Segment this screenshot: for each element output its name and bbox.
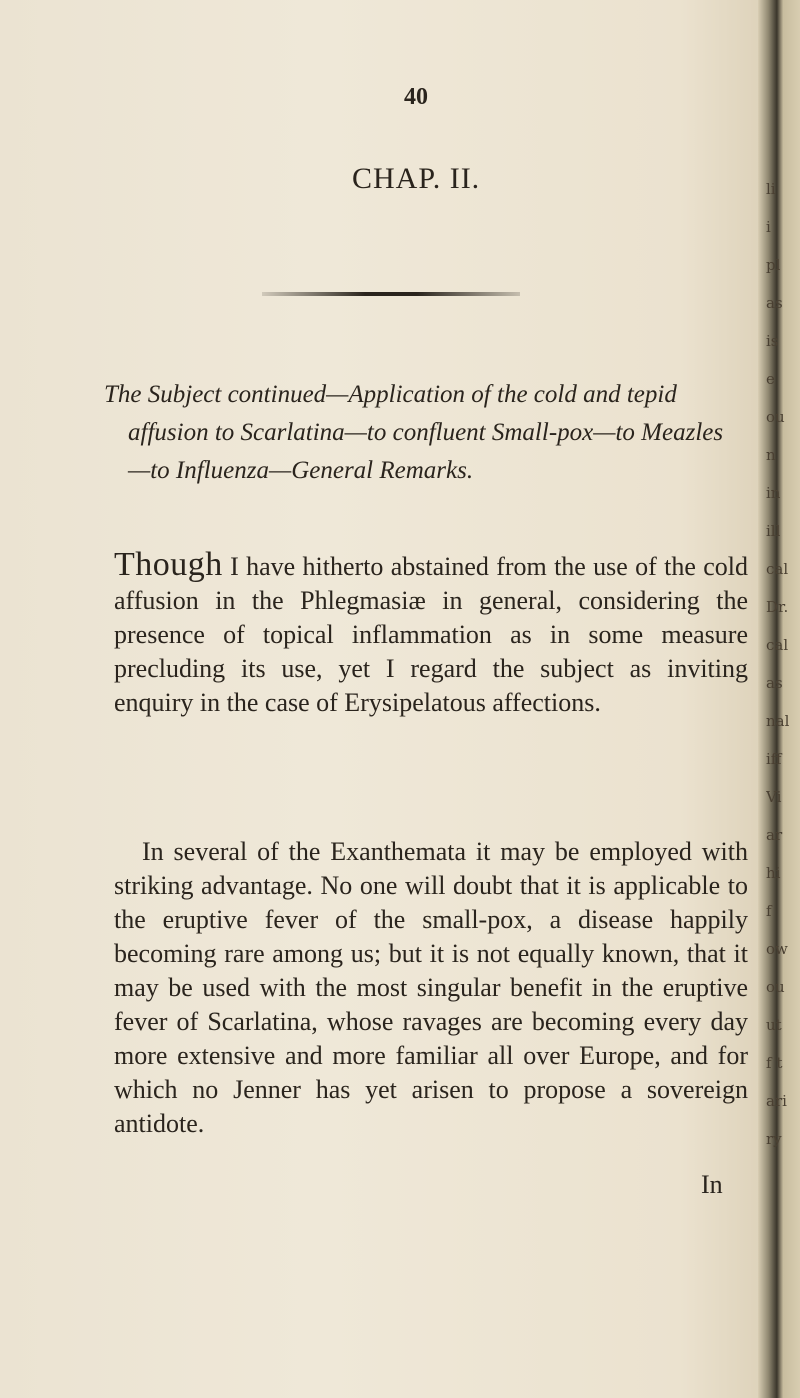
facing-page-fragment: hi: [766, 864, 781, 882]
paragraph-1-text: [114, 548, 748, 720]
chapter-summary-text: The Subject continued—Application of the cold and tepid affusion to Scarlatina—to confluent Small-pox—to Meazles—to Influenza—General Remarks.: [104, 381, 724, 484]
catchword: In: [701, 1170, 723, 1199]
facing-page-fragment: cal: [766, 560, 789, 578]
chapter-title: CHAP. II.: [352, 162, 481, 195]
facing-page-fragment: i: [766, 218, 771, 236]
chapter-rule: [262, 292, 520, 296]
facing-page-fragment: cal: [766, 636, 789, 654]
facing-page-fragment: f: [766, 902, 772, 920]
facing-page-fragment: n: [766, 446, 776, 464]
page-number: 40: [404, 84, 428, 110]
facing-page-fragment: nal: [766, 712, 790, 730]
paragraph-1: [114, 548, 748, 720]
facing-page-fragment: f t: [766, 1054, 783, 1072]
facing-page-fragment: Dr.: [766, 598, 789, 616]
drop-cap-word: Though: [114, 546, 223, 583]
facing-page-fragment: pl: [766, 256, 781, 274]
facing-page-fragment: ry: [766, 1130, 782, 1148]
facing-page-fragment: e: [766, 370, 775, 388]
facing-page-fragment: in: [766, 484, 781, 502]
facing-page-fragment: as: [766, 294, 783, 312]
facing-page-fragment: Vi: [766, 788, 782, 806]
paragraph-2-text: In several of the Exanthemata it may be employed with striking advantage. No one will doubt that it is applicable to the eruptive fever of the small-pox, a disease happily becoming rare among us; but it is not equally known, that it may be used with the most singular benefit in the eruptive fever of Scarlatina, whose ravages are becoming every day more extensive and more familiar all over Europe, and for which no Jenner has yet arisen to propose a sovereign antidote.: [114, 837, 748, 1138]
facing-page-edge: [758, 0, 800, 1398]
facing-page-fragment: iff: [766, 750, 782, 768]
facing-page-fragment: ou: [766, 978, 785, 996]
facing-page-fragment: ut: [766, 1016, 782, 1034]
facing-page-fragment: li: [766, 180, 776, 198]
facing-page-fragment: as: [766, 674, 783, 692]
facing-page-fragment: ill: [766, 522, 781, 540]
facing-page-fragment: ow: [766, 940, 788, 958]
paragraph-1-body: I have hitherto abstained from the use of the cold affusion in the Phlegmasiæ in general, considering the presence of topical inflammation as in some measure precluding its use, yet I regard the subject as inviting enquiry in the case of Erysipelatous affections.: [114, 552, 748, 717]
facing-page-fragment: ou: [766, 408, 785, 426]
chapter-summary: [104, 376, 744, 490]
facing-page-fragment: ari: [766, 1092, 787, 1110]
facing-page-fragment: ar: [766, 826, 783, 844]
facing-page-fragment: is: [766, 332, 779, 350]
paragraph-2: [114, 835, 748, 1141]
